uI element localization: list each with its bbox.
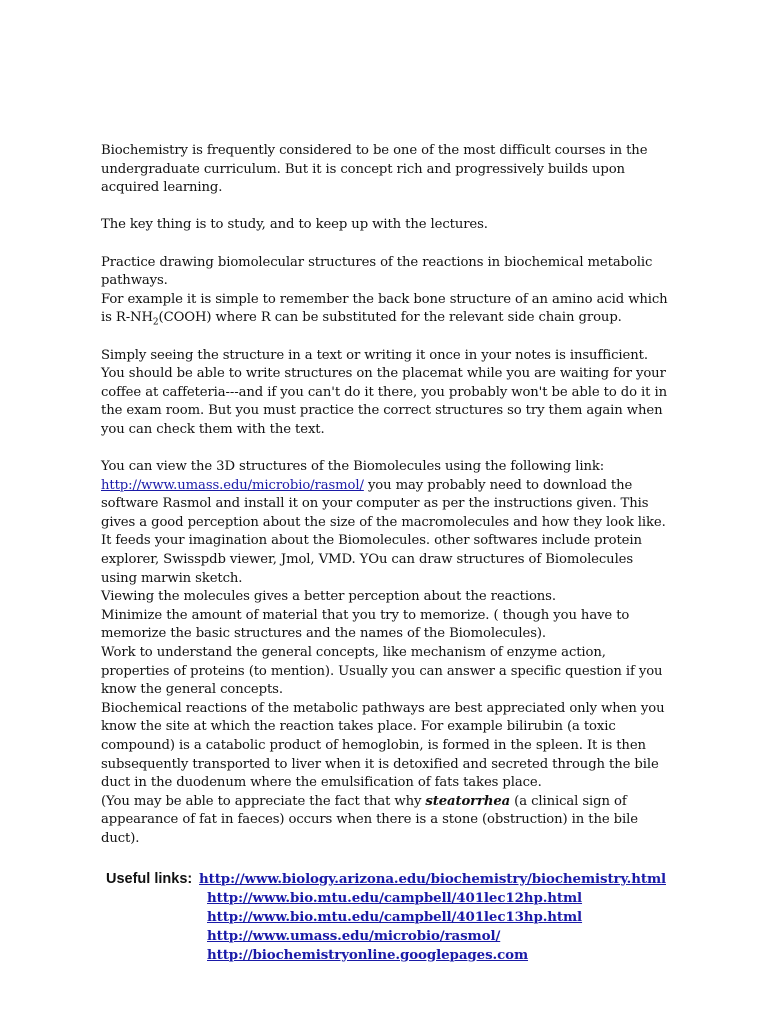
rasmol-link[interactable]: http://www.umass.edu/microbio/rasmol/ [101, 477, 364, 493]
steatorrhea-term: steatorrhea [425, 793, 511, 809]
paragraph-intro: Biochemistry is frequently considered to be one of the most difficult courses in the undergraduate curriculum. But it is concept rich and progressively builds upon acquired learning. [101, 143, 648, 196]
useful-link-2[interactable]: http://www.bio.mtu.edu/campbell/401lec12hp.html [207, 890, 583, 906]
useful-link-4[interactable]: http://www.umass.edu/microbio/rasmol/ [207, 928, 501, 944]
paragraph-general-concepts: Work to understand the general concepts, like mechanism of enzyme action, properties of proteins (to mention). Usually you can answer a specific question if you know the general concepts. [101, 645, 663, 698]
useful-link-1[interactable]: http://www.biology.arizona.edu/biochemistry/biochemistry.html [199, 871, 666, 887]
paragraph-amino-acid: For example it is simple to remember the back bone structure of an amino acid which is $R-NH_2(COOH)$ where R can be substituted for the relevant side chain group. [101, 291, 668, 328]
paragraph-steatorrhea: (You may be able to appreciate the fact that why steatorrhea (a clinical sign of appearance of fat in faeces) occurs when there is a stone (obstruction) in the bile duct). [101, 793, 638, 846]
paragraph-structure-practice: Simply seeing the structure in a text or writing it once in your notes is insufficient. You should be able to write structures on the placemat while you are waiting for your coffee at caffeteria---and if you can't do it there, you probably won't be able to do it in the exam room. But you must practice the correct structures so try them again when you can check them with the text. [101, 347, 667, 437]
paragraph-reactions-site: Biochemical reactions of the metabolic pathways are best appreciated only when you know the site at which the reaction takes place. For example bilirubin (a toxic compound) is a catabolic product of hemoglobin, is formed in the spleen. It is then subsequently transported to liver when it is detoxified and secreted through the bile duct in the duodenum where the emulsification of fats takes place. [101, 700, 665, 791]
paragraph-key-thing: The key thing is to study, and to keep up with the lectures. [101, 217, 488, 233]
useful-link-5[interactable]: http://biochemistryonline.googlepages.com [207, 947, 529, 963]
subscript-2: 2 [152, 317, 159, 328]
paragraph-viewing: Viewing the molecules gives a better perception about the reactions. [101, 589, 556, 605]
paragraph-practice-drawing: Practice drawing biomolecular structures of the reactions in biochemical metabolic pathways. [101, 254, 653, 289]
paragraph-3d-structures: You can view the 3D structures of the Biomolecules using the following link: http://www.umass.edu/microbio/rasmol/ you may probably need to download the software Rasmol and install it on your computer as per the instructions given. This gives a good perception about the size of the macromolecules and how they look like. It feeds your imagination about the Biomolecules. other softwares include protein explorer, Swisspdb viewer, Jmol, VMD. YOu can draw structures of Biomolecules using marwin sketch. [101, 459, 666, 586]
document-body [101, 142, 671, 849]
useful-links-label: Useful links: [106, 871, 193, 887]
paragraph-minimize: Minimize the amount of material that you try to memorize. ( though you have to memorize the basic structures and the names of the Biomolecules). [101, 607, 630, 642]
useful-link-3[interactable]: http://www.bio.mtu.edu/campbell/401lec13hp.html [207, 909, 583, 925]
